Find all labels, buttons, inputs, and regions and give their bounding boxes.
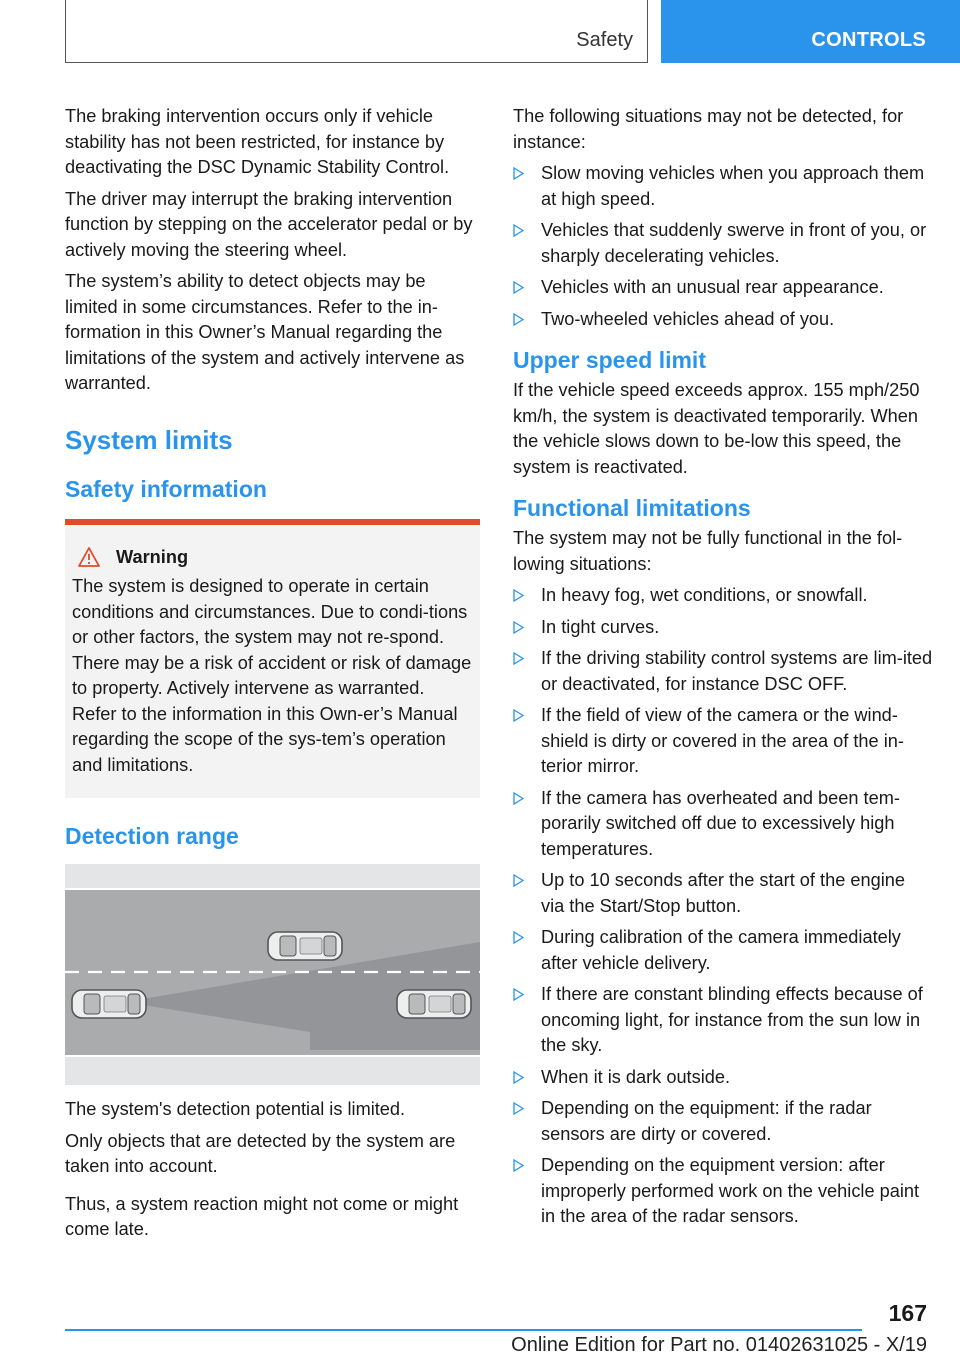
bullet-arrow-icon <box>513 931 524 944</box>
bullet-arrow-icon <box>513 621 524 634</box>
bullet-arrow-icon <box>513 281 524 294</box>
bullet-arrow-icon <box>513 988 524 1001</box>
warning-triangle-icon <box>78 547 100 567</box>
car-icon <box>268 932 342 960</box>
header-chapter-box <box>661 0 960 63</box>
warning-text: The system is designed to operate in certain conditions and circumstances. Due to condi‐tions or other factors, the system may not re‐spond. There may be a risk of accident or risk of damage to property. Actively intervene as warranted. Refer to the information in this Own‐er’s Manual regarding the scope of the sys‐tem’s operation and limitations. <box>72 576 472 775</box>
heading-detection-range: Detection range <box>65 823 239 849</box>
header-section-box <box>65 0 648 63</box>
heading-upper-speed-limit: Upper speed limit <box>513 347 706 373</box>
car-icon <box>397 990 471 1018</box>
list-item: Two-wheeled vehicles ahead of you. <box>513 307 933 333</box>
list-item: During calibration of the camera immediately after vehicle delivery. <box>513 925 933 976</box>
bullet-arrow-icon <box>513 1102 524 1115</box>
paragraph: The driver may interrupt the braking intervention function by stepping on the accelerator pedal or by actively moving the steering wheel. <box>65 188 473 260</box>
list-item: If the camera has overheated and been tem‐porarily switched off due to excessively high temperatures. <box>513 786 933 863</box>
bullet-arrow-icon <box>513 589 524 602</box>
warning-box <box>65 519 480 799</box>
bullet-arrow-icon <box>513 1159 524 1172</box>
list-item: Up to 10 seconds after the start of the engine via the Start/Stop button. <box>513 868 933 919</box>
list-item: If there are constant blinding effects because of oncoming light, for instance from the sun low in the sky. <box>513 982 933 1059</box>
list-item: If the driving stability control systems are lim‐ited or deactivated, for instance DSC OFF. <box>513 646 933 697</box>
paragraph: The system’s ability to detect objects may be limited in some circumstances. Refer to the in‐formation in this Owner’s Manual regarding the limitations of the system and actively intervene as warranted. <box>65 271 465 393</box>
paragraph: The system may not be fully functional in the fol‐lowing situations: <box>513 528 903 574</box>
bullet-arrow-icon <box>513 709 524 722</box>
left-column <box>65 104 480 1249</box>
list-item: When it is dark outside. <box>513 1065 933 1091</box>
bullet-arrow-icon <box>513 792 524 805</box>
heading-functional-limitations: Functional limitations <box>513 495 751 521</box>
list-item: In tight curves. <box>513 615 933 641</box>
header-chapter-title: CONTROLS <box>811 29 926 51</box>
edition-text: Online Edition for Part no. 01402631025 - X/19 <box>511 1334 927 1356</box>
right-column <box>513 104 933 1236</box>
bullet-arrow-icon <box>513 874 524 887</box>
warning-title: Warning <box>116 546 189 567</box>
detection-range-illustration <box>65 864 480 1085</box>
list-item: Depending on the equipment: if the radar sensors are dirty or covered. <box>513 1096 933 1147</box>
bullet-arrow-icon <box>513 313 524 326</box>
paragraph: The braking intervention occurs only if vehicle stability has not been restricted, for instance by deactivating the DSC Dynamic Stability Control. <box>65 106 450 177</box>
list-item: Vehicles that suddenly swerve in front of you, or sharply decelerating vehicles. <box>513 218 933 269</box>
paragraph: The following situations may not be detected, for instance: <box>513 106 904 152</box>
car-icon <box>72 990 146 1018</box>
bullet-arrow-icon <box>513 167 524 180</box>
list-item: Depending on the equipment version: after improperly performed work on the vehicle paint in the area of the radar sensors. <box>513 1153 933 1230</box>
bullet-arrow-icon <box>513 652 524 665</box>
paragraph: If the vehicle speed exceeds approx. 155 mph/250 km/h, the system is deactivated temporarily. When the vehicle slows down to be‐low this speed, the system is reactivated. <box>513 380 920 477</box>
list-item: Slow moving vehicles when you approach them at high speed. <box>513 161 933 212</box>
paragraph: Only objects that are detected by the system are taken into account. <box>65 1130 456 1176</box>
warning-header <box>72 545 472 571</box>
paragraph: The system's detection potential is limited. <box>65 1099 406 1119</box>
page-number: 167 <box>888 1300 927 1326</box>
situations-list <box>513 161 933 332</box>
footer-divider <box>65 1329 862 1331</box>
heading-safety-information: Safety information <box>65 475 267 502</box>
header-section-title: Safety <box>576 29 633 51</box>
heading-system-limits: System limits <box>65 424 233 455</box>
limitations-list <box>513 583 933 1230</box>
bullet-arrow-icon <box>513 224 524 237</box>
list-item: In heavy fog, wet conditions, or snowfall. <box>513 583 933 609</box>
paragraph: Thus, a system reaction might not come or might come late. <box>65 1193 459 1239</box>
list-item: Vehicles with an unusual rear appearance. <box>513 275 933 301</box>
list-item: If the field of view of the camera or the wind‐shield is dirty or covered in the area of the in‐terior mirror. <box>513 703 933 780</box>
bullet-arrow-icon <box>513 1071 524 1084</box>
